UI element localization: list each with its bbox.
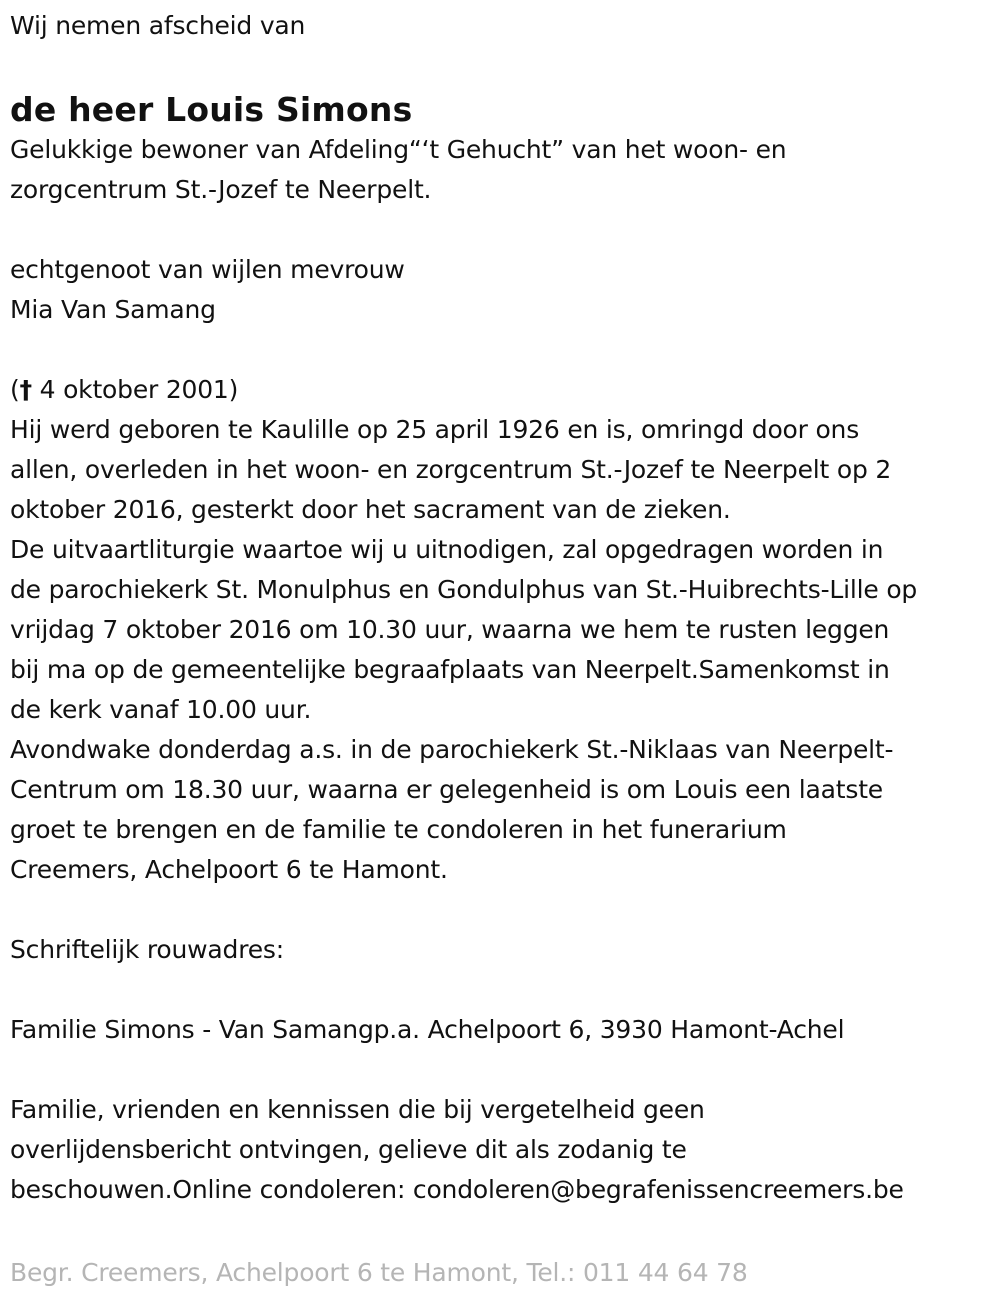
spacer: [10, 890, 995, 930]
paren-open: (: [10, 375, 20, 404]
description-line: Gelukkige bewoner van Afdeling“‘t Gehucht” van het woon- en: [10, 135, 787, 164]
spouse-death-date: [10, 370, 995, 410]
spouse-name: Mia Van Samang: [10, 295, 216, 324]
body-block: [10, 410, 995, 890]
body-line: oktober 2016, gesterkt door het sacrament van de zieken.: [10, 495, 731, 524]
intro-text: Wij nemen afscheid van: [10, 11, 306, 40]
body-line: de parochiekerk St. Monulphus en Gondulphus van St.-Huibrechts-Lille op: [10, 575, 918, 604]
body-line: De uitvaartliturgie waartoe wij u uitnodigen, zal opgedragen worden in: [10, 535, 884, 564]
body-line: de kerk vanaf 10.00 uur.: [10, 695, 312, 724]
address-label: Schriftelijk rouwadres:: [10, 935, 284, 964]
body-line: groet te brengen en de familie te condoleren in het funerarium: [10, 815, 787, 844]
spacer: [10, 330, 995, 370]
body-line: Centrum om 18.30 uur, waarna er gelegenheid is om Louis een laatste: [10, 775, 883, 804]
spacer: [10, 1050, 995, 1090]
spacer: [10, 210, 995, 250]
body-line: bij ma op de gemeentelijke begraafplaats van Neerpelt.Samenkomst in: [10, 655, 890, 684]
body-line: allen, overleden in het woon- en zorgcentrum St.-Jozef te Neerpelt op 2: [10, 455, 892, 484]
description-line: zorgcentrum St.-Jozef te Neerpelt.: [10, 175, 432, 204]
body-line: Hij werd geboren te Kaulille op 25 april 1926 en is, omringd door ons: [10, 415, 860, 444]
mourning-address: Familie Simons - Van Samangp.a. Achelpoort 6, 3930 Hamont-Achel: [10, 1015, 845, 1044]
closing-line: overlijdensbericht ontvingen, gelieve dit als zodanig te: [10, 1135, 687, 1164]
spouse-line: echtgenoot van wijlen mevrouw: [10, 255, 405, 284]
cross-icon: †: [19, 375, 32, 404]
description-block: [10, 130, 995, 210]
funeral-home-footer: Begr. Creemers, Achelpoort 6 te Hamont, Tel.: 011 44 64 78: [10, 1258, 748, 1287]
body-line: Avondwake donderdag a.s. in de parochiekerk St.-Niklaas van Neerpelt-: [10, 735, 894, 764]
spacer: [10, 970, 995, 1010]
deceased-name: de heer Louis Simons: [10, 90, 413, 129]
closing-line: beschouwen.Online condoleren: condoleren@begrafenissencreemers.be: [10, 1175, 904, 1204]
body-line: vrijdag 7 oktober 2016 om 10.30 uur, waarna we hem te rusten leggen: [10, 615, 890, 644]
spouse-death-text: 4 oktober 2001): [31, 375, 239, 404]
spouse-block: [10, 250, 995, 330]
body-line: Creemers, Achelpoort 6 te Hamont.: [10, 855, 448, 884]
closing-block: [10, 1090, 995, 1210]
obituary-notice: [10, 6, 995, 1210]
closing-line: Familie, vrienden en kennissen die bij vergetelheid geen: [10, 1095, 705, 1124]
